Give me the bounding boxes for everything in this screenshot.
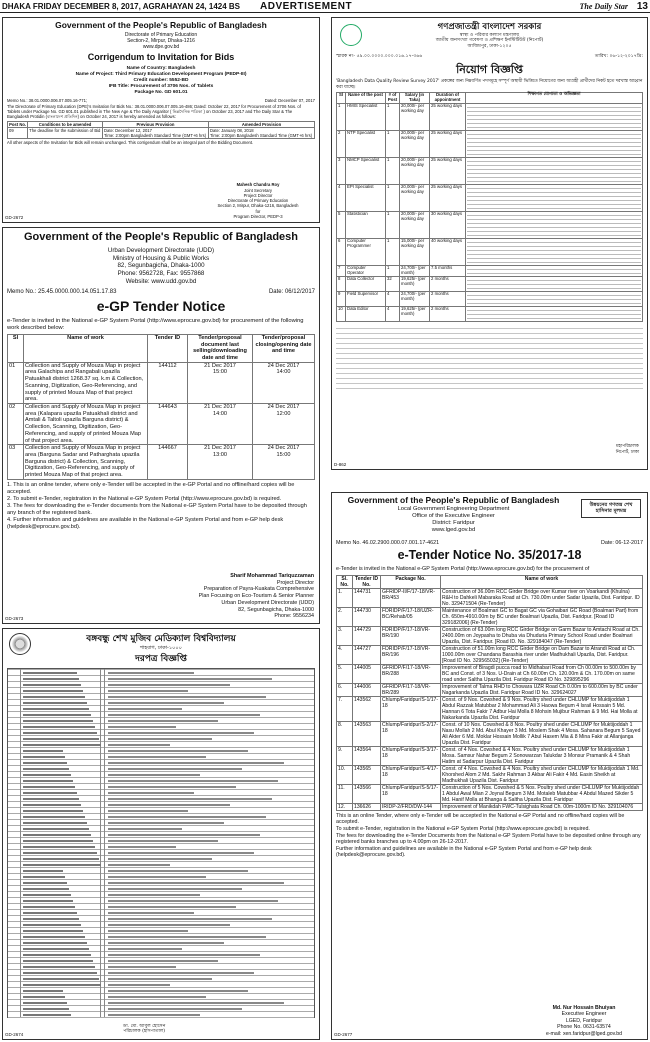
table-row — [337, 158, 643, 185]
table-cell: 2 months — [430, 277, 466, 292]
table-cell: 8 — [337, 277, 346, 292]
table-cell: 8. — [337, 721, 353, 746]
info-line: Name of Project: Third Primary Education Development Program (PEDP-III) — [75, 71, 247, 77]
table-cell: FDRIDP/F/17-18/VR-BR/196 — [381, 645, 441, 664]
ad-bsmmu-tender — [2, 628, 320, 1040]
table-row — [337, 307, 643, 322]
qualification-cell — [466, 239, 643, 266]
table-row — [337, 277, 643, 292]
table-cell: 30 working days — [430, 212, 466, 239]
info-line: Name of Country: Bangladesh — [126, 65, 196, 71]
qualification-cell — [466, 307, 643, 322]
table-row — [337, 683, 643, 696]
table-row — [337, 645, 643, 664]
table-cell: NTP Specialist — [346, 131, 386, 158]
table-row — [337, 721, 643, 746]
address-line: Section-2, Mirpur, Dhaka-1216 — [127, 37, 195, 44]
signatory-line: Program Director, PEDP-3 — [233, 213, 283, 219]
column-header: Name of the post — [346, 93, 386, 104]
table-cell: GFRIDP-II/F/17-18/VR-BR/453 — [381, 588, 441, 607]
address-line: জাতীয় জনসংখ্যা গবেষণা ও প্রশিক্ষণ ইনস্টিটিউট (নিপোর্ট) — [435, 38, 544, 44]
corrigendum-footer: All other aspects of the Invitation for Bids will remain unchanged. This corrigendum shall be an integral part of the Bidding Document. — [7, 140, 254, 146]
government-seal — [340, 24, 362, 46]
table-cell: 10. — [337, 765, 353, 784]
signatory-line: Phone No. 0631-63574 — [557, 1024, 611, 1030]
address-line: Phone: 9562728, Fax: 9557868 — [117, 270, 205, 277]
info-line: Credit number: 5552-BD — [133, 77, 189, 83]
table-cell: Chlump/Faridpur/S-3/17-18 — [381, 746, 441, 765]
table-cell: 21 Dec 2017 14:00 — [188, 404, 253, 445]
column-header: Sl — [337, 93, 346, 104]
website-link[interactable]: www.dpe.gov.bd — [142, 44, 180, 51]
signature-block — [529, 1005, 639, 1038]
table-cell: 20,000/- per working day — [400, 104, 430, 131]
table-cell: IRIDP-2/FRD/DW-144 — [381, 803, 441, 810]
qualification-cell — [466, 131, 643, 158]
ad-title: Government of the People's Republic of Bangladesh — [24, 231, 298, 243]
table-cell: 4 — [386, 307, 400, 322]
info-line: IFB Title: Procurement of 3706 Nos. of Tablets — [108, 83, 214, 89]
memo-date: Date: 06-12-2017 — [601, 539, 643, 546]
table-cell: 5 — [337, 212, 346, 239]
address-line: আজিমপুর, ঢাকা-১২০৫ — [467, 44, 512, 50]
tender-id: 144667 — [148, 445, 188, 480]
signatory-line: for — [255, 208, 261, 214]
table-cell: 3. — [337, 626, 353, 645]
address-line: Office of the Executive Engineer — [412, 512, 495, 519]
terms-paragraph — [336, 324, 643, 392]
signatory-name: Mahesh Chandra Roy — [236, 182, 280, 188]
section-title: ADVERTISEMENT — [260, 1, 353, 12]
table-cell: 20,000/- per working day — [400, 185, 430, 212]
table-cell: 6 — [337, 239, 346, 266]
page-header — [0, 0, 650, 13]
table-cell: 32 — [386, 277, 400, 292]
tender-id: 144731 — [353, 588, 381, 607]
table-cell: 20,000/- per working day — [400, 158, 430, 185]
table-cell: Chlump/Faridpur/S-4/17-18 — [381, 765, 441, 784]
table-row — [337, 212, 643, 239]
table-cell: Construction of 51.00m long RCC Girder Bridge on Dam Bazar to Atrandi Road at Ch. 1000.00m over Chandana Barashia river under Madhukhali Upazila, Dist. Faridpur. [Road ID No. 329565032] (Re-Tender) — [441, 645, 643, 664]
ad-title: গণপ্রজাতন্ত্রী বাংলাদেশ সরকার — [437, 22, 542, 32]
note-item: This is an online Tender, where only e-Tender will be accepted in the National e-GP Portal and no offline/hard copies will be accepted. — [336, 812, 625, 826]
note-item: Further information and guidelines are available in the National e-GP System Portal and from e-GP help desk (helpdesk@eprocure.gov.bd). — [336, 845, 592, 859]
notice-intro: 'Bangladesh Data Quality Review Survey 2017' প্রকল্পের জন্য নিম্নবর্ণিত পদসমূহে সম্পূর্ণ অস্থায়ী ভিত্তিতে নিয়োগের জন্য আগ্রহী প্রার্থীদের নিকট হতে দরখাস্ত আহ্বান করা যাচ্ছে। — [336, 79, 643, 90]
tender-id: 143566 — [353, 784, 381, 803]
column-header: # of Post — [386, 93, 400, 104]
table-cell: Chlump/Faridpur/S-1/17-18 — [381, 696, 441, 721]
table-cell: 1 — [386, 239, 400, 266]
column-header: Salary (in Taka) — [400, 93, 430, 104]
signatory-line: Joint Secretary — [244, 187, 272, 193]
ad-niport-recruitment — [331, 17, 648, 470]
memo-number: স্মারক নং- ৫৯.০০.০০০০.০০০.০১৬.১৭-৩৬৬ — [336, 53, 423, 59]
address-line: Directorate of Primary Education — [124, 31, 198, 38]
tender-table — [7, 334, 315, 480]
website-link[interactable]: www.lged.gov.bd — [431, 527, 476, 534]
table-cell: FDRIDP/F/17-18/UZR-BC/Rehab/05 — [381, 607, 441, 626]
table-cell: Collection and Supply of Mouza Map in project area (Kalapara upazila Patuakhali district and Amtali & Taltoli upazila Barguna district) & Collection, Scanning, Digitization, Geo-Referencing, and supply of printed Mouza Map of that project area. — [24, 404, 148, 445]
table-cell: 2. — [337, 607, 353, 626]
table-cell: 20,000/- per working day — [400, 131, 430, 158]
table-cell: Data Editor — [346, 307, 386, 322]
note-item: 2. To submit e-Tender, registration in the National e-GP System Portal (http://www.eprocure.gov.bd) is required. — [7, 495, 282, 502]
column-header: Sl. No. — [337, 575, 353, 588]
university-seal — [9, 633, 31, 655]
slogan-badge: উন্নয়নের গণতন্ত্র শেখ হাসিনার মূলমন্ত্র — [581, 499, 641, 518]
signatory-line: 82, Segunbagicha, Dhaka-1000 — [238, 606, 314, 613]
table-cell: 1. — [337, 588, 353, 607]
column-header: Name of work — [441, 575, 643, 588]
table-cell: Computer Operator — [346, 266, 386, 277]
note-item: 1. This is an online tender, where only e-Tender will be accepted in the e-GP Portal and no offline/hard copies will be accepted. — [7, 481, 295, 495]
column-header: Post No. — [9, 121, 27, 127]
table-row — [337, 185, 643, 212]
table-cell: Chlump/Faridpur/S-5/17-18 — [381, 784, 441, 803]
qualification-cell — [466, 266, 643, 277]
ad-title: Government of the People's Republic of Bangladesh — [347, 495, 560, 505]
column-header: Tender/proposal closing/opening date and time — [253, 334, 315, 362]
tender-id: 144005 — [353, 664, 381, 683]
qualification-cell — [466, 292, 643, 307]
table-cell: 6. — [337, 683, 353, 696]
memo-number: Memo No. 46.02.2900.000.07.001.17-4621 — [336, 539, 440, 546]
column-header: Previous Provision — [102, 121, 208, 127]
note-item: To submit e-Tender, registration in the National e-GP System Portal (http://www.eprocure.gov.bd) is required. — [336, 825, 590, 832]
notice-intro: e-Tender is invited in the National e-GP System Portal (http://www.eprocure.gov.bd) for procurement of the following work described below: — [7, 317, 304, 331]
table-row — [337, 607, 643, 626]
column-header: Duration of appointment — [430, 93, 466, 104]
memo-date: তারিখ: ০৬-১২-২০১৭খ্রি: — [594, 53, 643, 59]
qualification-cell — [466, 185, 643, 212]
table-row — [337, 746, 643, 765]
table-cell: 1 — [337, 104, 346, 131]
table-row — [8, 404, 315, 445]
table-cell: EPI Specialist — [346, 185, 386, 212]
table-cell: Construction of 5 Nos. Cowshed & 5 Nos. Poultry shed under CHLUMP for Muktijoddah 1 Abdul Awal Mian 2 Joynal Begum 3 Md. Motaleb Matubbar 4 Abdul Mazed Sikder 5 Md. Hanif Molla at Bhanga & Saltha Upazila Dist. Faridpur — [441, 784, 643, 803]
column-header: Tender ID — [148, 334, 188, 362]
tender-id: 144730 — [353, 607, 381, 626]
tender-id: 144006 — [353, 683, 381, 696]
table-cell: 2 months — [430, 292, 466, 307]
table-cell: 03 — [8, 445, 24, 480]
ad-code: GD-2677 — [334, 1032, 353, 1038]
table-cell: 24 Dec 2017 14:00 — [253, 362, 315, 403]
signatory-line: Project Director — [276, 579, 314, 586]
table-cell: 19,625/- (per month) — [400, 277, 430, 292]
table-row — [8, 127, 315, 139]
ad-code: D-862 — [334, 462, 347, 468]
notice-intro: e-Tender is invited in the National e-GP System Portal (http://www.eprocure.gov.bd) for the procurement of — [336, 565, 590, 572]
table-cell: 3 — [337, 158, 346, 185]
tender-id: 144643 — [148, 404, 188, 445]
table-cell: 12. — [337, 803, 353, 810]
table-cell: 1 — [386, 158, 400, 185]
table-cell: Collection and Supply of Mouza Map in project area Galachipa and Rangabali upazila Patuakhali district 1268.37 sq. k.m & Collection, Scanning, Digitization, Geo-Referencing, and supply of printed Mouza Map of that project area. — [24, 362, 148, 403]
table-cell: 25 working days — [430, 185, 466, 212]
table-cell: 20,000/- per working day — [400, 212, 430, 239]
table-row — [337, 131, 643, 158]
amendment-table — [7, 121, 315, 140]
column-header: Tender/proposal document last selling/downloading date and time — [188, 334, 253, 362]
table-cell: Const. of 4 Nos. Cowshed & 4 Nos. Poultry shed under CHLUMP for Muktijoddah 1 Mosa. Samsur Nahar Begum 2 Sonowarzan Talukdar 3 Monsur Pramanik & 4 Shah Hatim at Sadarpur Upazila Dist. Faridpur — [441, 746, 643, 765]
info-line: Package No. GD 601.01 — [134, 89, 188, 95]
address-line: শাহবাগ, ঢাকা-১০০০ — [140, 645, 182, 652]
table-cell: Improvement of Biragdi pucca road to Midhabari Road from Ch 00.00m to 500.00m by BC and Const. of 3 Nos. U-Drain at Ch 60.00m Ch. 120.00m & Ch. 170.00m on same road under Saltha Upazila Dist. Faridpur Road ID No. 329895296 — [441, 664, 643, 683]
ad-lged-tender — [331, 492, 648, 1040]
table-cell: 4 — [337, 185, 346, 212]
tender-id: 144112 — [148, 362, 188, 403]
masthead-logo: The Daily Star — [579, 2, 628, 11]
page-number: 13 — [636, 1, 648, 12]
ad-title: Government of the People's Republic of Bangladesh — [55, 20, 267, 30]
table-row — [8, 362, 315, 403]
signature-block: মহাপরিচালক নিপোর্ট, ঢাকা — [615, 444, 639, 455]
ad-code: GD-2673 — [5, 616, 24, 622]
table-cell: 4 — [386, 292, 400, 307]
table-cell: 15,000/- per working day — [400, 239, 430, 266]
ad-code: GD-2672 — [5, 215, 24, 221]
table-cell: 10 — [337, 307, 346, 322]
address-line: 82, Segunbagicha, Dhaka-1000 — [117, 262, 205, 270]
signatory-line: Executive Engineer — [561, 1011, 607, 1017]
email-link[interactable]: e-mail: xen.faridpur@lged.gov.bd — [545, 1030, 623, 1037]
signature-block — [164, 573, 314, 620]
signatory-name: Sharif Mohammad Tariquzzaman — [230, 572, 314, 579]
qualification-cell — [466, 158, 643, 185]
address-line: Local Government Engineering Department — [397, 505, 510, 512]
qualification-cell — [466, 104, 643, 131]
ad-code: GD-2674 — [5, 1032, 24, 1038]
column-header: Sl — [8, 334, 24, 362]
tender-id: 143562 — [353, 696, 381, 721]
address-line: District: Faridpur — [432, 520, 475, 527]
table-cell: Construction of 36.00m RCC Girder Bridge over Kumar river on Voarkandi (Khulna) R&H to Dahkeli Mabaraka Road at Ch. 730.00m under Sadar Upazila, Dist. Faridpur. ID No. 329471504 (Re-Tender) — [441, 588, 643, 607]
column-header: Name of work — [24, 334, 148, 362]
table-cell: 24,700/- (per month) — [400, 266, 430, 277]
tender-table — [336, 575, 643, 811]
table-cell: 1 — [386, 185, 400, 212]
table-cell: 1 — [386, 212, 400, 239]
table-cell: Const. of 9 Nos. Cowshed & 9 Nos. Poultry shed under CHLUMP for Muktijoddah 1 Abdul Razzak Matubbar 2 Mohammad Ali 3 Haowa Begum 4 Israil Hossain 5 Md. Hannan 6 Tota Fakir 7 Adbur Hai Molla 8 Mohsin Mujibur Rahman & 9 Md. Hai Molla at Nakarkanda Upazila Dist. Faridpur — [441, 696, 643, 721]
table-cell: 2 months — [430, 307, 466, 322]
table-cell: Computer Programmer — [346, 239, 386, 266]
table-cell: 4. — [337, 645, 353, 664]
table-cell: Construction of 63.00m long RCC Girder Bridge on Garm Bazar to Amtachi Road at Ch. 2400.00m on Joypasha to Dhuba via Dhuduria Primary School Road under Boalmari Upazila, Dist. Faridpur. [Road ID. No. 329184047 (Re-Tender) — [441, 626, 643, 645]
table-cell: 21 Dec 2017 13:00 — [188, 445, 253, 480]
table-cell: FDRIDP/F/17-18/VR-BR/190 — [381, 626, 441, 645]
table-cell: 24,700/- (per month) — [400, 292, 430, 307]
note-item: 4. Further information and guidelines are available in the National e-GP System Portal and from e-GP help desk (helpdesk@eprocure.gov.bd). — [7, 516, 284, 530]
table-cell: HMIS Specialist — [346, 104, 386, 131]
table-cell: 9 — [337, 292, 346, 307]
table-row — [337, 266, 643, 277]
table-row — [337, 588, 643, 607]
address-line: স্বাস্থ্য ও পরিবার কল্যাণ মন্ত্রণালয় — [459, 32, 520, 38]
table-row — [8, 445, 315, 480]
tender-details-table — [7, 668, 315, 1018]
signatory-line: Urban Development Directorate (UDD) — [221, 599, 314, 606]
table-cell: Chlump/Faridpur/S-2/17-18 — [381, 721, 441, 746]
table-cell: 02 — [8, 404, 24, 445]
table-cell: 1 — [386, 131, 400, 158]
tender-id: 143564 — [353, 746, 381, 765]
address-line: Urban Development Directorate (UDD) — [107, 246, 215, 254]
table-cell: Improvement of Manikdah FWC-Tulsighata Road Ch. 00m-1000m ID No. 329104076 — [441, 803, 643, 810]
signatory-line: Project Director — [243, 192, 273, 198]
qualification-cell — [466, 277, 643, 292]
table-cell: 01 — [8, 362, 24, 403]
table-cell: Statistician — [346, 212, 386, 239]
table-cell: Const. of 10 Nos. Cowshed & 8 Nos. Poultry shed under CHLUMP for Muktijoddah 1 Nasu Mollah 2 Md. Abul Khayer 3 Md. Moslem Shak 4 Mosa. Sahanara Begum 5 Sayed Ali Akter 6 Md. Moklar Hossain Mollik 7 Abul Hasem Mia & 8 Mina Fakir at Allanjanga Upazila Dist. Faridpur — [441, 721, 643, 746]
memo-date: Date: 06/12/2017 — [268, 288, 315, 295]
table-row — [337, 292, 643, 307]
table-cell: NMCP Specialist — [346, 158, 386, 185]
column-header: Package No. — [381, 575, 441, 588]
posts-table — [336, 92, 643, 322]
table-row — [337, 696, 643, 721]
signature-block: ডা. মো. আবুল হোসেন পরিচালক (হাসপাতাল) — [123, 1023, 166, 1035]
notice-heading: Corrigendum to Invitation for Bids — [87, 52, 235, 63]
table-cell: 7.5 months — [430, 266, 466, 277]
table-cell: Date: December 12, 2017 Time: 2:00pm Bangladesh Standard Time (GMT+6 hrs) — [102, 127, 208, 139]
corrigendum-body: The Directorate of Primary Education (DPE)'s Invitation for Bids No.: 38.01.0000.006.07.005.16-486; Dated: October 22, 2017 for Procurement of 3706 Nos. of Tablets under Package No. GD 601.01 published in The New Age & The Daily Asgaritor ( ভিন্নদৈনিক পত্রিকা ) on October 23, 2017 and The Daily Star & The Bangladesh Protidin (বাংলাদেশ প্রতিদিন) on October 24, 2017 is hereby amended as follows: — [7, 103, 301, 120]
table-cell: 9. — [337, 746, 353, 765]
table-cell: The deadline for the submission of Bid — [28, 127, 103, 139]
table-cell: Field Supervisor — [346, 292, 386, 307]
column-header: Conditions to be amended — [28, 121, 103, 127]
table-cell: 1 — [386, 266, 400, 277]
table-row — [337, 664, 643, 683]
table-cell: Collection and Supply of Mouza Map in project area (Barguna Sadar and Patharghata upazila Barguna district) & Collection, Scanning, Digitization, Geo-Referencing, and supply of printed Mouza Map of that project area. — [24, 445, 148, 480]
note-item: 3. The fees for downloading the e-Tender documents from the National e-GP System Portal have to be deposited through any branch of the registered bank. — [7, 502, 307, 516]
website-link[interactable]: Website: www.udd.gov.bd — [125, 277, 197, 285]
table-cell: 25 working days — [430, 104, 466, 131]
notice-heading: e-Tender Notice No. 35/2017-18 — [397, 548, 582, 563]
table-cell: Const. of 4 Nos. Cowshed & 4 Nos. Poultry shed under CHLUMP for Muktijoddah 1 Md. Khorshed Alom 2 Md. Sakhr Rahman 3 Akbar Ali Fakir 4 Md. Easin Sheikh at Madhukhali Upazila Dist. Faridpur — [441, 765, 643, 784]
table-cell: Maintenance of Boalmari GC to Bagat GC via Gohaibari GC Road (Boalmari Part) from Ch. 650m-4910.00m by BC under Boalmari Upazila, Dist. Faridpur. [Road ID 329182006] (Re-Tender) — [441, 607, 643, 626]
tender-id: 144729 — [353, 626, 381, 645]
table-cell: 2 — [337, 131, 346, 158]
table-cell: 25 working days — [430, 158, 466, 185]
table-cell: 24 Dec 2017 15:00 — [253, 445, 315, 480]
table-row — [337, 626, 643, 645]
tender-id: 143563 — [353, 721, 381, 746]
table-row — [337, 765, 643, 784]
table-cell: 1 — [386, 104, 400, 131]
ad-udd-tender — [2, 227, 320, 624]
table-row — [337, 104, 643, 131]
table-cell: 19,625/- (per month) — [400, 307, 430, 322]
signatory-name: Md. Nur Hossain Bhuiyan — [552, 1004, 616, 1011]
signatory-line: Phone: 9556234 — [274, 613, 314, 620]
table-cell: 25 working days — [430, 131, 466, 158]
table-row — [337, 784, 643, 803]
table-cell: 7 — [337, 266, 346, 277]
tender-id: 143565 — [353, 765, 381, 784]
qualification-cell — [466, 212, 643, 239]
table-row — [337, 239, 643, 266]
notice-heading: নিয়োগ বিজ্ঞপ্তি — [456, 62, 523, 76]
memo-number: Memo No.: 25.45.0000.000.14.051.17.83 — [7, 288, 117, 295]
table-cell: 5. — [337, 664, 353, 683]
table-row — [337, 803, 643, 810]
table-cell: Data Collector — [346, 277, 386, 292]
notice-heading: e-GP Tender Notice — [96, 298, 226, 314]
dateline: DHAKA FRIDAY DECEMBER 8, 2017, AGRAHAYAN 24, 1424 BS — [2, 2, 241, 11]
ad-corrigendum — [2, 17, 320, 223]
signatory-line: Plan Focusing on Eco-Tourism & Senior Planner — [198, 593, 314, 599]
table-cell: 24 Dec 2017 12:00 — [253, 404, 315, 445]
ad-title: বঙ্গবন্ধু শেখ মুজিব মেডিক্যাল বিশ্ববিদ্যালয় — [86, 634, 236, 644]
table-cell: 09 — [8, 127, 28, 139]
signatory-line: LGED, Faridpur — [565, 1017, 603, 1024]
memo-date: Dated: December 07, 2017 — [264, 97, 315, 103]
column-header: শিক্ষাগত যোগ্যতা ও অভিজ্ঞতা — [466, 93, 643, 104]
table-cell: 40 working days — [430, 239, 466, 266]
note-item: The fees for downloading the e-Tender Documents from the National e-GP System Portal have to be deposited online through any registered banks branches up to 4.00pm on 26-12-2017. — [336, 832, 641, 846]
table-cell: 21 Dec 2017 15:00 — [188, 362, 253, 403]
tender-id: 136626 — [353, 803, 381, 810]
signature-block — [203, 182, 313, 219]
table-cell: GFRIDP/F/17-18/VR-BR/289 — [381, 683, 441, 696]
table-cell: Date: January 08, 2018 Time: 2:00pm Bangladesh Standard Time (GMT+6 hrs) — [208, 127, 314, 139]
table-cell: Improvement of Talma RHD to Chowara UZR Road Ch 0.00m to 600.00m by BC under Nagarkanda Upazila Dist. Faridpur Road ID No. 329624027 — [441, 683, 643, 696]
memo-number: Memo No.: 38.01.0000.006.07.005.16-771; — [7, 97, 88, 103]
column-header: Amended Provision — [208, 121, 314, 127]
signatory-line: Directorate of Primary Education — [227, 198, 289, 203]
notice-heading: দরপত্র বিজ্ঞপ্তি — [135, 653, 187, 664]
table-cell: GFRIDP/F/17-18/VR-BR/288 — [381, 664, 441, 683]
signatory-line: Preparation of Payra-Kuakata Comprehensive — [203, 586, 314, 593]
column-header: Tender ID No. — [353, 575, 381, 588]
signatory-line: Section 2, Mirpur, Dhaka-1216, Bangladesh — [217, 203, 299, 209]
table-cell: 11. — [337, 784, 353, 803]
tender-id: 144727 — [353, 645, 381, 664]
table-cell: 7. — [337, 696, 353, 721]
address-line: Ministry of Housing & Public Works — [112, 254, 210, 262]
